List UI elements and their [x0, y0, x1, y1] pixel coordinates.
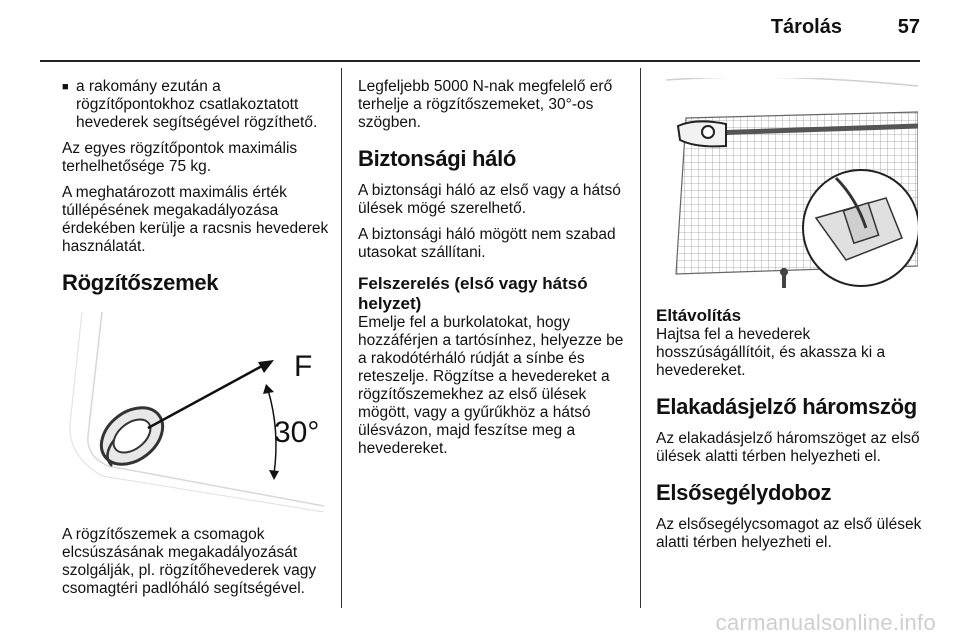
- paragraph: Az elsősegélycsomagot az első ülések alatti térben helyezheti el.: [656, 516, 922, 551]
- paragraph: Emelje fel a burkolatokat, hogy hozzáférjen a tartósínhez, helyezze be a rakodótérháló rúdját a sínbe és reteszelje. Rögzítse a hevedereket a rögzítőszemekhez az első ülések mögött, vagy a gyűrűkhöz a hátsó ülésvázon, majd feszítse meg a hevedereket.: [358, 314, 624, 457]
- rail-mount-knob: [702, 126, 714, 138]
- paragraph: Az egyes rögzítőpontok maximális terhelhetősége 75 kg.: [62, 140, 298, 175]
- angle-label: 30°: [274, 416, 320, 449]
- page-number: 57: [897, 16, 920, 38]
- safety-net-illustration: [656, 78, 918, 288]
- tie-down-eye-illustration: [62, 306, 324, 512]
- paragraph: A rögzítőszemek a csomagok elcsúszásának megakadályozását szolgálják, pl. rögzítőhevederek vagy csomagtéri padlóháló segítségével.: [62, 526, 317, 597]
- column-divider-1: [341, 68, 342, 608]
- section-heading: Elsősegélydoboz: [656, 480, 832, 505]
- watermark: carmanualsonline.info: [715, 610, 936, 635]
- section-heading: Rögzítőszemek: [62, 270, 219, 295]
- paragraph: Hajtsa fel a hevederek hosszúságállítóit, és akassza ki a hevedereket.: [656, 326, 886, 379]
- paragraph: A biztonsági háló mögött nem szabad utasokat szállítani.: [358, 226, 616, 261]
- bullet-square-icon: ■: [62, 81, 69, 93]
- strap-buckle: [780, 268, 788, 276]
- subheading: Eltávolítás: [656, 306, 742, 325]
- column-1: [62, 78, 332, 606]
- subheading: Felszerelés (első vagy hátsó helyzet): [358, 274, 588, 313]
- paragraph: Az elakadásjelző háromszöget az első ülések alatti térben helyezheti el.: [656, 430, 920, 465]
- paragraph: A meghatározott maximális érték túllépésének megakadályozása érdekében kerülje a racsnis hevederek használatát.: [62, 184, 329, 255]
- section-heading: Biztonsági háló: [358, 146, 517, 171]
- force-label: F: [294, 350, 313, 383]
- paragraph: A biztonsági háló az első vagy a hátsó ülések mögé szerelhető.: [358, 182, 621, 217]
- column-3: [656, 78, 924, 560]
- paragraph: Legfeljebb 5000 N-nak megfelelő erő terhelje a rögzítőszemeket, 30°-os szögben.: [358, 78, 613, 131]
- page-header-title: Tárolás: [770, 16, 842, 38]
- column-2: [358, 78, 626, 466]
- header-rule: [40, 60, 920, 62]
- section-heading: Elakadásjelző háromszög: [656, 394, 917, 419]
- column-divider-2: [640, 68, 641, 608]
- bullet-item: [62, 78, 332, 132]
- bullet-text: a rakomány ezután a rögzítőpontokhoz csatlakoztatott hevederek segítségével rögzíthető.: [76, 78, 318, 131]
